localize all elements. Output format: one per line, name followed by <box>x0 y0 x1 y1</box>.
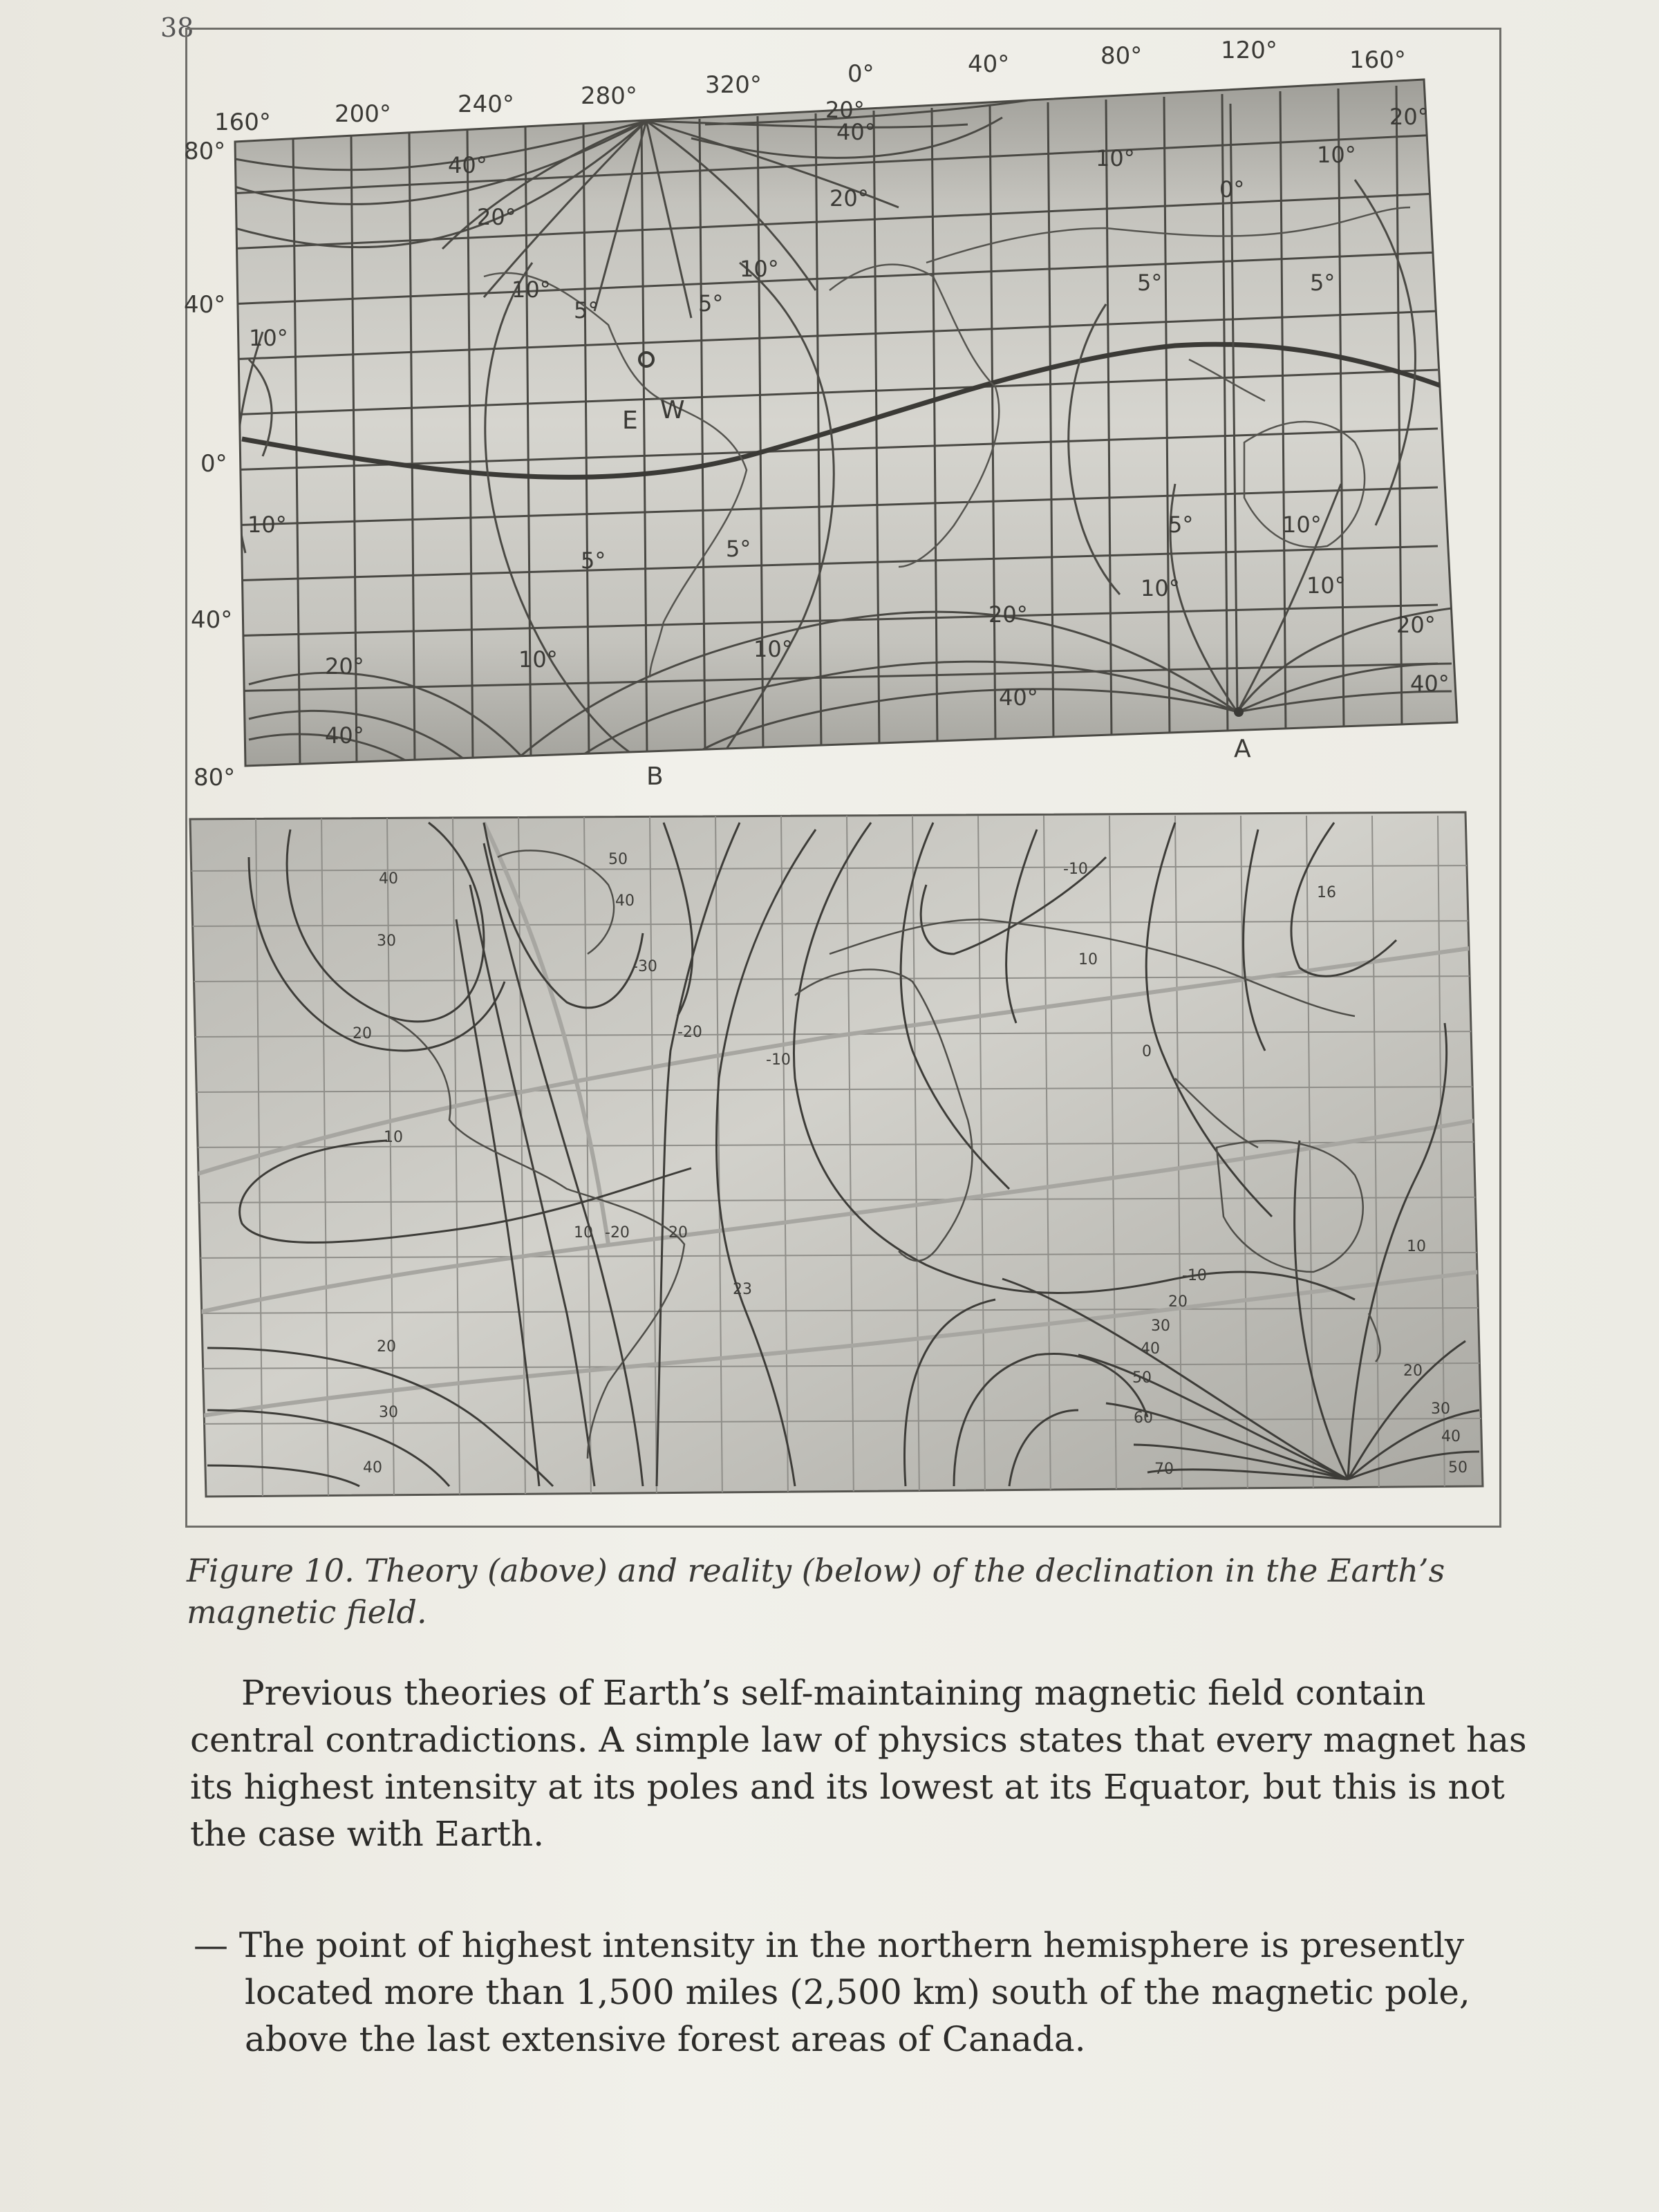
bottom-contour-label: -20 <box>605 1224 630 1241</box>
bottom-contour-label: 10 <box>574 1224 593 1241</box>
top-lon-label: 160° <box>214 109 271 136</box>
top-contour-label: 20° <box>477 204 516 230</box>
page-number: 38 <box>160 12 194 43</box>
top-contour-label: 40° <box>1410 671 1450 697</box>
bottom-contour-label: 60 <box>1134 1409 1153 1427</box>
top-lon-label: 320° <box>705 71 762 99</box>
bottom-contour-label: -10 <box>1063 861 1088 878</box>
bottom-contour-label: 30 <box>1431 1400 1450 1418</box>
top-contour-label: 40° <box>836 119 876 145</box>
top-contour-label: 5° <box>581 547 606 574</box>
top-lon-label: 0° <box>847 60 874 88</box>
bottom-contour-label: 40 <box>615 892 635 910</box>
figure-caption: Figure 10. Theory (above) and reality (below) of the declination in the Earth’s magnetic field. <box>187 1552 1445 1631</box>
top-contour-label: 40° <box>999 684 1038 711</box>
top-contour-label: 20° <box>1389 104 1429 130</box>
top-contour-label: 10° <box>518 646 558 673</box>
bottom-contour-label: 40 <box>379 870 398 888</box>
top-contour-label: 10° <box>1282 512 1322 538</box>
top-contour-label: 5° <box>1137 270 1163 296</box>
top-contour-label: 20° <box>325 653 364 679</box>
bottom-contour-label: -10 <box>766 1051 791 1069</box>
top-contour-label: 5° <box>1168 512 1194 538</box>
bottom-contour-label: 70 <box>1154 1461 1174 1478</box>
bottom-contour-label: 10 <box>1407 1238 1426 1255</box>
top-contour-label: 5° <box>726 536 751 562</box>
bottom-contour-label: 20 <box>668 1224 688 1241</box>
top-contour-label: 10° <box>249 325 288 351</box>
marker-a-point <box>1234 707 1244 717</box>
top-lat-label: 80° <box>194 764 236 791</box>
top-contour-label: 40° <box>448 152 487 178</box>
top-contour-label: 5° <box>1310 270 1335 296</box>
top-contour-label: 5° <box>574 297 599 324</box>
bottom-contour-label: 0 <box>1142 1043 1152 1060</box>
top-contour-label: 10° <box>1141 575 1180 601</box>
bottom-contour-label: 30 <box>1151 1318 1170 1335</box>
bottom-contour-label: 40 <box>1141 1340 1160 1358</box>
top-contour-label: 20° <box>825 97 865 123</box>
top-contour-label: 0° <box>1219 176 1245 203</box>
bottom-contour-label: -30 <box>632 958 657 975</box>
top-contour-label: 10° <box>1096 145 1135 171</box>
top-lon-label: 80° <box>1100 42 1143 70</box>
top-map-area <box>235 79 1457 766</box>
marker-a-label: A <box>1234 735 1251 763</box>
bottom-contour-label: 20 <box>377 1338 396 1356</box>
bottom-contour-label: 50 <box>1448 1459 1468 1477</box>
top-lon-label: 40° <box>968 50 1010 78</box>
bottom-contour-label: 40 <box>1441 1428 1461 1445</box>
top-lon-label: 240° <box>458 91 514 118</box>
bottom-contour-label: 50 <box>608 851 628 868</box>
top-contour-label: 10° <box>753 636 793 662</box>
top-lat-label: 80° <box>184 138 226 165</box>
top-contour-label: 20° <box>830 185 869 212</box>
top-contour-label: 10° <box>1306 572 1346 599</box>
bottom-contour-label: 20 <box>1403 1362 1423 1380</box>
top-contour-label: 40° <box>325 722 364 749</box>
bottom-contour-label: -20 <box>677 1024 702 1041</box>
bottom-contour-label: 16 <box>1317 884 1336 901</box>
marker-e-label: E <box>622 406 638 435</box>
top-lat-label: 0° <box>200 450 227 478</box>
body-paragraph: Previous theories of Earth’s self-maintaining magnetic field contain central contradictions. A simple law of physics states that every magnet has its highest intensity at its poles and its lowest at its Equator, but this is not the case with Earth. <box>190 1673 1527 1854</box>
top-contour-label: 10° <box>740 256 779 282</box>
bottom-contour-label: 10 <box>1078 951 1098 968</box>
bottom-contour-label: 40 <box>363 1459 382 1477</box>
bottom-contour-label: 20 <box>1168 1293 1188 1311</box>
bottom-contour-label: 20 <box>353 1025 372 1042</box>
bottom-contour-label: -10 <box>1182 1267 1207 1284</box>
marker-w-label: W <box>660 396 685 424</box>
bottom-contour-label: 30 <box>377 932 396 950</box>
bottom-declination-map <box>0 795 1659 1514</box>
top-contour-label: 10° <box>1317 142 1356 168</box>
marker-b-label: B <box>646 762 664 791</box>
bullet-item: — The point of highest intensity in the northern hemisphere is presently located more than 1,500 miles (2,500 km) south of the magnetic pole, above the last extensive forest areas of Canada. <box>194 1925 1470 2059</box>
bottom-contour-label: 30 <box>379 1404 398 1421</box>
bottom-contour-label: 23 <box>733 1281 752 1298</box>
top-lat-label: 40° <box>184 291 226 319</box>
top-lon-label: 280° <box>581 82 637 110</box>
top-lon-label: 120° <box>1221 37 1277 64</box>
bottom-contour-label: 50 <box>1132 1369 1152 1387</box>
top-contour-label: 10° <box>247 512 287 538</box>
top-contour-label: 20° <box>988 601 1028 628</box>
top-contour-label: 20° <box>1396 612 1436 638</box>
bottom-map-area <box>190 812 1483 1497</box>
top-lon-label: 160° <box>1349 46 1406 74</box>
top-declination-map <box>0 0 1659 816</box>
top-contour-label: 10° <box>512 276 551 303</box>
top-lon-label: 200° <box>335 100 391 128</box>
top-contour-label: 5° <box>698 290 724 317</box>
top-lat-label: 40° <box>191 606 233 634</box>
bottom-contour-label: 10 <box>384 1129 403 1146</box>
